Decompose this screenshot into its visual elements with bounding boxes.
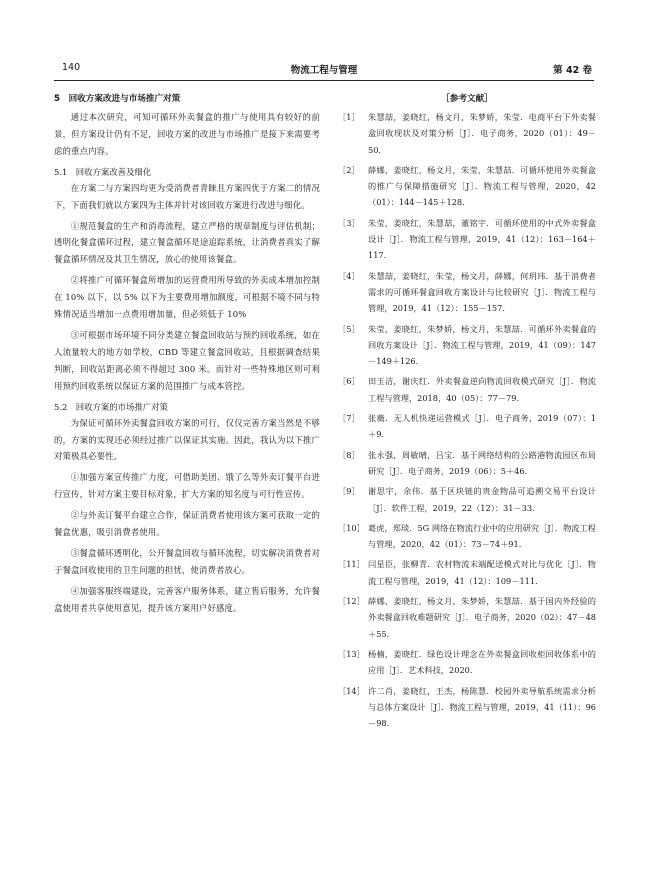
paragraph: ④加强客服终端建设，完善客户服务体系，建立售后服务，允许餐盒使用者共享使用意见，提升该方案用户好感度。 — [54, 585, 320, 613]
header-rule — [54, 80, 594, 81]
page-number: 140 — [62, 62, 81, 73]
volume-label: 第 42 卷 — [553, 65, 592, 76]
reference-text: 谢思宇，余伟．基于区块链的贵金物品可追溯交易平台设计［J］．软件工程，2019，22（12）：31－33. — [368, 486, 596, 513]
reference-text: 许二肖，姜晓红，王杰，杨陈慧．校园外卖导航系统需求分析与总体方案设计［J］．物流工程与管理，2019，41（11）：96－98. — [368, 685, 596, 729]
references-title: ［参考文献］ — [441, 94, 493, 104]
reference-number: ［10］ — [338, 522, 365, 533]
intro-paragraph: 通过本次研究，可知可循环外卖餐盒的推广与使用具有较好的前景，但方案设计仍有不足，回收方案的改进与市场推广是接下来需要考虑的重点内容。 — [54, 112, 320, 156]
reference-item — [338, 483, 596, 516]
reference-text: 田玉洁，谢庆红．外卖餐盒逆向物流回收模式研究［J］．物流工程与管理，2018，40（05）：77－79. — [368, 376, 596, 403]
reference-item — [338, 373, 596, 406]
reference-text: 朱莹，姜晓红，朱慧喆，董铭宇．可循环使用的中式外卖餐盒设计［J］．物流工程与管理，2019，41（12）：163－164＋117. — [368, 217, 596, 261]
reference-text: 闫星臣，张柳青．农村物流末端配送模式对比与优化［J］．物流工程与管理，2019，41（12）：109－111. — [368, 559, 596, 586]
page-header — [54, 60, 594, 78]
paragraph: ②将推广可循环餐盒所增加的运营费用所导致的外卖成本增加控制在 10% 以下，以 5% 以下为主要费用增加额度，可根据不境不同与特殊情况适当增加一点费用增加量，但必须低于 10% — [54, 275, 320, 320]
paragraph: 为保证可循环外卖餐盒回收方案的可行，仅仅完善方案当然是不够的，方案的实现还必须经过推广以保证其实施。因此，我认为以下推广对策极具必要性。 — [54, 417, 320, 462]
reference-text: 薛娜，姜晓红，杨文月，朱梦娇，朱慧喆．基于国内外经验的外卖餐盒回收难题研究［J］．电子商务，2020（02）：47－48＋55. — [368, 596, 596, 639]
reference-number: ［7］ — [338, 413, 360, 424]
reference-item — [338, 556, 596, 589]
reference-number: ［5］ — [338, 323, 360, 334]
paragraph: ③餐盒循环透明化，公开餐盒回收与循环流程，切实解决消费者对于餐盒回收使用的卫生问题的担忧，使消费者放心。 — [54, 547, 320, 575]
reference-number: ［4］ — [338, 270, 360, 281]
reference-text: 杨楠，姜晓红．绿色设计理念在外卖餐盒回收柜回收体系中的应用［J］．艺术科技，2020. — [368, 648, 596, 676]
reference-number: ［6］ — [338, 376, 360, 387]
paragraph: ②与外卖订餐平台建立合作，保证消费者使用该方案可获取一定的餐盒优惠，吸引消费者使用。 — [54, 510, 320, 538]
reference-number: ［13］ — [338, 648, 365, 659]
reference-item — [338, 215, 596, 264]
left-column — [54, 91, 320, 621]
reference-number: ［3］ — [338, 217, 360, 228]
reference-item — [338, 268, 596, 317]
reference-item — [338, 593, 596, 642]
reference-number: ［14］ — [338, 685, 365, 696]
reference-item — [338, 646, 596, 679]
reference-text: 朱莹，姜晓红，朱梦娇，杨文月，朱慧喆．可循环外卖餐盒的回收方案设计［J］．物流工程与管理，2019，41（09）：147－149＋126. — [368, 323, 596, 367]
reference-number: ［9］ — [338, 486, 360, 497]
reference-number: ［8］ — [338, 449, 360, 460]
reference-item — [338, 321, 596, 370]
reference-text: 朱慧喆，姜晓红，杨文月，朱梦娇，朱莹．电商平台下外卖餐盒回收现状及对策分析［J］．电子商务，2020（01）：49－50. — [368, 112, 596, 155]
reference-text: 张薇．无人机快递运营模式［J］．电子商务，2019（07）：1＋9. — [368, 413, 596, 440]
reference-number: ［12］ — [338, 596, 365, 607]
references-column — [338, 91, 596, 735]
subsection-title-5-1: 5.1 回收方案改善及细化 — [54, 166, 152, 177]
reference-item — [338, 520, 596, 553]
section-title: 5 回收方案改进与市场推广对策 — [54, 94, 181, 104]
reference-text: 朱慧喆，姜晓红，朱莹，杨文月，薛娜，何玥玮．基于消费者需求的可循环餐盒回收方案设计与比较研究［J］．物流工程与管理，2019，41（12）：155－157. — [368, 270, 596, 314]
reference-number: ［1］ — [338, 112, 360, 122]
paragraph: ①规范餐盒的生产和消毒流程，建立严格的规章制度与评估机制；透明化餐盒循环过程，建立餐盒循环是途追踪系统，让消费者真实了解餐盒循环情况及其卫生情况，放心的使用该餐盒。 — [54, 220, 320, 265]
paragraph: ③可根据市场环境不同分类建立餐盒回收站与预约回收系统，如在人流量较大的地方如学校，CBD 等建立餐盒回收站，且根据调查结果判断，回收站距离必须不得超过 300 米。而针对一些特殊地区则可利用预约回收系统以保证方案的范围推广与成本管控。 — [54, 329, 320, 391]
journal-title: 物流工程与管理 — [290, 65, 358, 76]
reference-item — [338, 109, 596, 158]
subsection-title-5-2: 5.2 回收方案的市场推广对策 — [54, 401, 168, 412]
reference-item — [338, 410, 596, 443]
reference-number: ［2］ — [338, 164, 360, 175]
paragraph: ①加强方案宣传推广力度，可借助美团、饿了么等外卖订餐平台进行宣传，针对方案主要目标对象，扩大方案的知名度与可行性宣传。 — [54, 472, 320, 500]
reference-text: 张永强，周敏晴，吕宝．基于网络结构的公路港物流园区布局研究［J］．电子商务，2019（06）：5＋46. — [368, 449, 596, 476]
reference-number: ［11］ — [338, 559, 365, 570]
paragraph: 在方案二与方案四均更为受消费者青睐且方案四优于方案二的情况下，下面我们就以方案四为主体并针对该回收方案进行改进与细化。 — [54, 182, 320, 210]
reference-item — [338, 683, 596, 732]
reference-text: 薛娜，姜晓红，杨文月，朱莹，朱慧喆．可循环使用外卖餐盒的推广与保障措施研究［J］．物流工程与管理，2020，42（01）：144－145＋128. — [368, 164, 596, 208]
reference-item — [338, 162, 596, 211]
reference-item — [338, 447, 596, 480]
reference-text: 葛虎，郑琰．5G 网络在物流行业中的应用研究［J］．物流工程与管理，2020，42（01）：73－74＋91. — [368, 522, 596, 550]
